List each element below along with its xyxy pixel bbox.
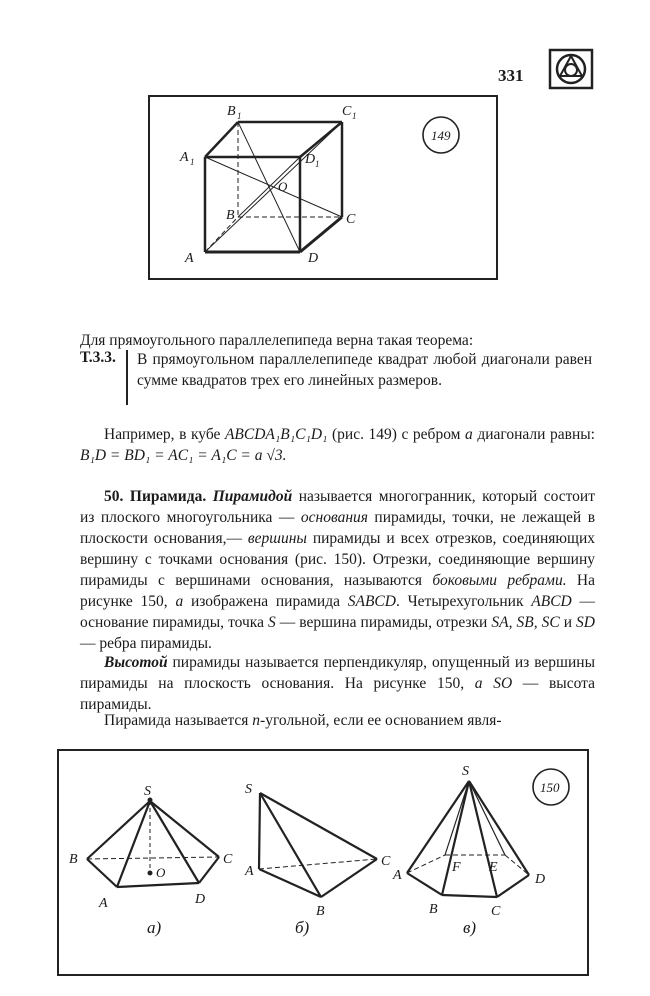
label-c: C: [346, 212, 356, 227]
label-f-c: F: [452, 860, 461, 875]
label-a-a: A: [99, 896, 108, 911]
pyramid-c: [407, 781, 529, 897]
term-vertex: вершины: [247, 530, 307, 547]
section-50-paragraph: 50. Пирамида. Пирамидой называется многогранник, который состоит из плоского многоугольника — основания пирамиды, точки, не лежащей в плоскости основания,— вершины пирамиды и всех отрезков, соединяющих вершину с точками основания (рис. 150). Отрезки, соединяющие вершину пирамиды с вершинами основания, называются боковыми ребрами. На рисунке 150, а изображена пирамида SABCD. Четырехугольник ABCD — основание пирамиды, точка S — вершина пирамиды, отрезки SA, SB, SC и SD — ребра пирамиды.: [80, 488, 596, 652]
label-b-b: B: [316, 904, 325, 919]
label-s-c: S: [462, 764, 469, 779]
theorem-text: В прямоугольном параллелепипеде квадрат любой диагонали равен сумме квадратов трех его линейных размеров.: [137, 351, 592, 389]
term-height: Высотой: [104, 654, 168, 671]
theorem-intro: Для прямоугольного параллелепипеда верна такая теорема:: [80, 332, 474, 349]
section-heading: 50. Пирамида.: [104, 488, 207, 505]
label-o-a: O: [156, 865, 166, 880]
figure-149-frame: [148, 95, 498, 280]
label-d-c: D: [535, 872, 546, 887]
label-a: A: [185, 251, 194, 266]
edge-a1b1: [205, 122, 238, 157]
term-lateral-edges: боковыми ребрами.: [432, 572, 567, 589]
section-emblem-icon: [548, 48, 594, 90]
label-a-c: A: [393, 868, 402, 883]
figure-150-number: 150: [540, 780, 560, 795]
term-base: основания: [300, 509, 368, 526]
label-e-c: E: [489, 860, 498, 875]
label-c-c: C: [491, 904, 501, 919]
label-b1: B: [227, 104, 236, 119]
label-c1: C: [342, 104, 352, 119]
caption-c: в): [463, 918, 477, 937]
height-paragraph: Высотой пирамиды называется перпендикуляр, опущенный из вершины пирамиды на плоскость основания. На рисунке 150, а SO — высота пирамиды.: [80, 654, 595, 713]
caption-a: а): [147, 918, 162, 937]
label-c-a: C: [223, 852, 233, 867]
diagonal-formula: B₁D = BD₁ = AC₁ = A₁C = a √3.: [80, 447, 287, 464]
label-d-a: D: [195, 892, 206, 907]
label-b: B: [226, 208, 235, 223]
label-b1-sub: 1: [237, 111, 242, 121]
edge-dc: [300, 217, 342, 252]
label-d: D: [308, 251, 319, 266]
label-b-c: B: [429, 902, 438, 917]
label-a-b: A: [245, 864, 254, 879]
pyramid-b: [259, 793, 377, 897]
label-c-b: C: [381, 854, 391, 869]
label-a1: A: [180, 150, 189, 165]
theorem-bar: [126, 350, 128, 405]
term-pyramid: Пирамидой: [212, 488, 293, 505]
cube-name: ABCDA₁B₁C₁D₁: [224, 426, 328, 443]
last-paragraph: Пирамида называется n-угольной, если ее основанием явля-: [104, 712, 502, 729]
example-paragraph: Например, в кубе ABCDA₁B₁C₁D₁ (рис. 149) с ребром a диагонали равны: B₁D = BD₁ = AC₁ = A₁C = a √3.: [80, 426, 595, 464]
label-d1: D: [305, 152, 316, 167]
edge-symbol: a: [465, 426, 473, 443]
theorem-label: Т.3.3.: [80, 349, 116, 366]
label-c1-sub: 1: [352, 111, 357, 121]
figure-149-cube: [150, 97, 496, 278]
label-s-a: S: [144, 784, 151, 799]
label-b-a: B: [69, 852, 78, 867]
label-s-b: S: [245, 782, 252, 797]
figure-150-pyramids: [59, 751, 587, 974]
figure-150-frame: [57, 749, 589, 976]
page-number: 331: [498, 66, 524, 85]
label-a1-sub: 1: [190, 157, 195, 167]
label-d1-sub: 1: [315, 159, 320, 169]
diagonal-bd1: [238, 157, 300, 217]
figure-149-number: 149: [431, 128, 451, 143]
pyramid-a: [87, 798, 219, 888]
caption-b: б): [295, 918, 310, 937]
label-o: O: [278, 179, 288, 194]
